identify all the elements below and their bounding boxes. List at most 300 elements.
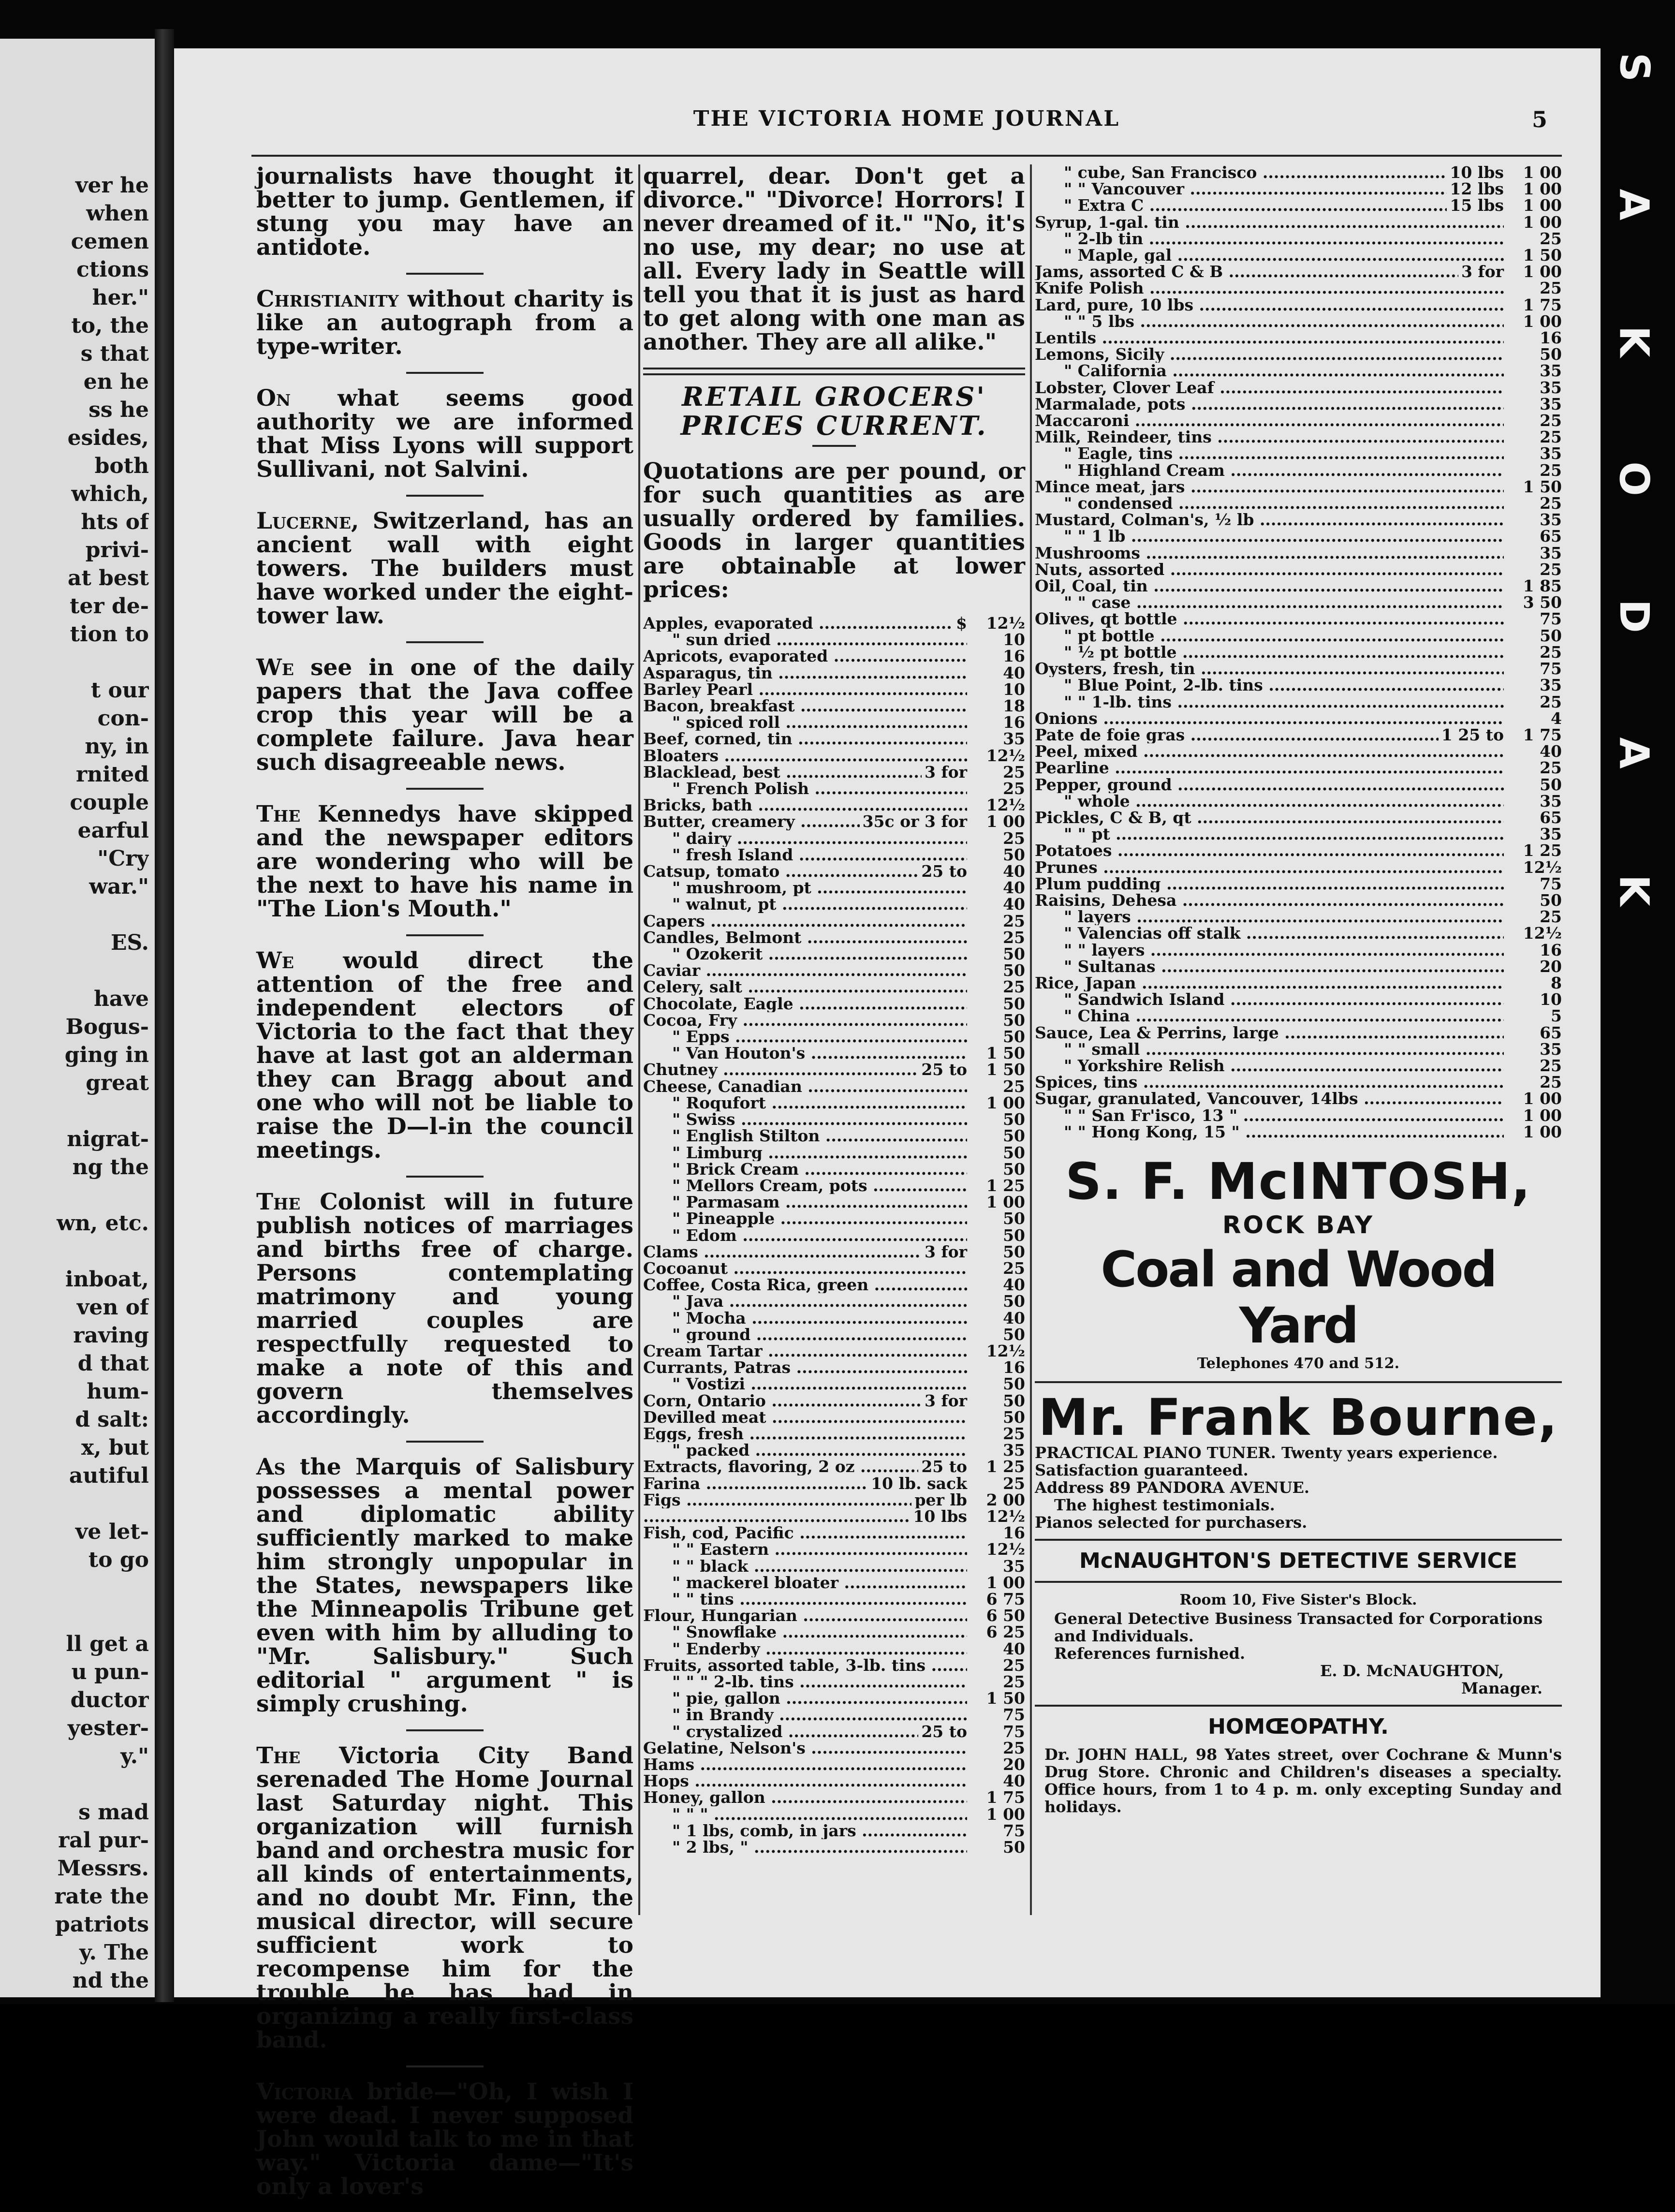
left-page-line: [4, 1770, 149, 1799]
price-value: 1 00: [986, 1806, 1025, 1823]
price-item: " fresh Island .....: [643, 847, 967, 863]
masthead-title: THE VICTORIA HOME JOURNAL: [693, 106, 1120, 131]
price-row: [643, 797, 1025, 813]
price-row: [1035, 1025, 1562, 1041]
price-row: [1035, 479, 1562, 495]
price-value: 40: [1003, 863, 1025, 880]
price-row: [1035, 859, 1562, 876]
separator-rule: [406, 495, 484, 497]
price-item: Apricots, evaporated .....: [643, 648, 967, 664]
price-row: [643, 1558, 1025, 1575]
left-page-line: s mad: [78, 1800, 149, 1825]
film-letter: D: [1610, 599, 1658, 633]
price-row: [643, 1393, 1025, 1409]
price-value: 50: [1003, 1144, 1025, 1161]
price-item: " " Eastern .....: [643, 1541, 967, 1558]
price-row: [643, 962, 1025, 979]
film-letter: S: [1611, 52, 1658, 82]
newspaper-page: [174, 48, 1601, 2200]
price-item: " sun dried .....: [643, 632, 967, 648]
price-item: Pearline .....: [1035, 760, 1504, 776]
price-row: [643, 1475, 1025, 1492]
ad-detective-room: Room 10, Five Sister's Block.: [1179, 1591, 1417, 1608]
price-row: [1035, 594, 1562, 611]
left-page-line: tion to: [70, 622, 149, 647]
price-item: " Brick Cream .....: [643, 1161, 967, 1178]
price-row: [1035, 429, 1562, 445]
double-rule: [643, 368, 1025, 375]
left-page-line: Messrs.: [57, 1856, 149, 1881]
price-row: [1035, 991, 1562, 1008]
price-item: " walnut, pt .....: [643, 896, 967, 913]
price-value: 25: [1003, 1078, 1025, 1095]
price-value: 50: [1540, 627, 1562, 644]
ad-detective-title: Manager.: [1461, 1679, 1543, 1697]
price-value: 25: [1003, 1260, 1025, 1277]
price-item: " " pt .....: [1035, 826, 1504, 842]
price-row: [1035, 628, 1562, 644]
price-item: Sugar, granulated, Vancouver, 14lbs .....: [1035, 1091, 1504, 1107]
left-page-line: ging in: [64, 1043, 149, 1067]
paragraph: We see in one of the daily papers that the Java coffee crop this year will be a complete failure. Java hear such disagreeable news.: [256, 654, 633, 776]
page-number: 5: [1531, 106, 1547, 133]
price-item: " Maple, gal .....: [1035, 247, 1504, 264]
left-page-line: ctions: [76, 257, 149, 282]
price-qualifier: 25 to: [921, 1459, 967, 1475]
price-value: 6 25: [986, 1624, 1025, 1641]
price-qualifier: 3 for: [924, 1392, 967, 1409]
price-item: " " Vancouver .....: [1035, 181, 1447, 197]
film-letter: K: [1611, 874, 1658, 906]
paragraph: We would direct the attention of the free and independent electors of Victoria to the fact that they have at last got an alderman they can Bragg about and one who will not be liable to raise the D—l-in the council meetings.: [256, 947, 633, 1164]
price-value: 25: [1540, 760, 1562, 777]
price-row: [1035, 247, 1562, 264]
left-page-line: ss he: [88, 398, 149, 422]
price-row: [643, 1756, 1025, 1773]
price-item: " Valencias off stalk .....: [1035, 925, 1504, 942]
left-page-line: to, the: [71, 313, 149, 338]
price-row: [1035, 264, 1562, 280]
left-page-line: nd the: [72, 1968, 149, 1993]
price-value: 35: [1540, 445, 1562, 462]
left-page-line: [4, 1097, 149, 1125]
price-item: Prunes .....: [1035, 859, 1504, 876]
price-value: 35: [1540, 545, 1562, 561]
price-item: " " layers .....: [1035, 942, 1504, 959]
price-value: 12½: [1523, 925, 1562, 942]
ad-rule: [1035, 1539, 1562, 1541]
price-item: Beef, corned, tin .....: [643, 731, 967, 747]
price-item: " ground .....: [643, 1327, 967, 1343]
price-row: [643, 1442, 1025, 1459]
price-value: 35: [1540, 1041, 1562, 1058]
price-value: 8: [1551, 974, 1562, 992]
left-page-line: [4, 1602, 149, 1630]
separator-rule: [406, 1441, 484, 1443]
price-value: 50: [1003, 1161, 1025, 1178]
price-item: " Mellors Cream, pots .....: [643, 1178, 967, 1194]
price-row: [643, 1029, 1025, 1045]
price-value: 1 00: [986, 1194, 1025, 1211]
paragraph: On what seems good authority we are informed that Miss Lyons will support Sullivani, not Salvini.: [256, 385, 633, 483]
price-value: 40: [1003, 664, 1025, 681]
price-value: 25: [1540, 693, 1562, 710]
price-row: [643, 1078, 1025, 1095]
price-row: [643, 1541, 1025, 1558]
price-value: 6 75: [986, 1591, 1025, 1608]
price-row: [1035, 661, 1562, 677]
left-page-line: [4, 901, 149, 929]
price-value: 25: [1540, 280, 1562, 297]
price-item: Currants, Patras .....: [643, 1359, 967, 1376]
price-value: 25: [1003, 1425, 1025, 1443]
left-page-line: patriots: [55, 1912, 149, 1937]
ad-detective-references: References furnished.: [1054, 1644, 1246, 1663]
price-item: Blacklead, best .....: [643, 764, 922, 781]
price-qualifier: 25 to: [921, 1723, 967, 1740]
left-page-line: which,: [71, 482, 149, 506]
price-item: " Highland Cream .....: [1035, 462, 1504, 479]
price-item: Barley Pearl .....: [643, 681, 967, 698]
column-rule: [638, 164, 640, 1915]
left-page-line: ny, in: [85, 734, 149, 759]
price-value: 65: [1540, 809, 1562, 826]
price-value: 20: [1003, 1756, 1025, 1773]
price-item: Oil, Coal, tin .....: [1035, 578, 1504, 594]
price-item: " Sandwich Island .....: [1035, 991, 1504, 1008]
price-row: [643, 896, 1025, 913]
price-item: " spiced roll .....: [643, 714, 967, 731]
price-row: [643, 632, 1025, 648]
price-value: 12½: [986, 1342, 1025, 1360]
price-row: [1035, 330, 1562, 346]
price-item: Devilled meat .....: [643, 1409, 967, 1426]
price-value: 65: [1540, 528, 1562, 545]
left-page-fragment: [0, 39, 155, 1997]
price-row: [1035, 959, 1562, 975]
price-value: 75: [1003, 1723, 1025, 1740]
price-item: Clams .....: [643, 1244, 922, 1260]
price-value: 25: [1540, 561, 1562, 578]
price-row: [1035, 826, 1562, 842]
price-row: [643, 1359, 1025, 1376]
price-row: [1035, 760, 1562, 776]
column-3: [1035, 164, 1562, 1815]
left-page-line: [4, 957, 149, 985]
ad-detective-name: McNAUGHTON'S DETECTIVE SERVICE: [1079, 1548, 1517, 1573]
price-row: [643, 1525, 1025, 1541]
ad-homoeopathy-text: Dr. JOHN HALL, 98 Yates street, over Cochrane & Munn's Drug Store. Chronic and Children's diseases a specialty. Office hours, from 1 to 4 p. m. only excepting Sunday and holidays.: [1044, 1745, 1562, 1816]
price-value: 5: [1551, 1008, 1562, 1025]
price-value: 1 50: [986, 1690, 1025, 1707]
column-1: [256, 164, 633, 2212]
price-value: 3 50: [1523, 594, 1562, 611]
price-item: " Mocha .....: [643, 1310, 967, 1327]
price-qualifier: 10 lbs: [1450, 164, 1504, 181]
price-value: 1 50: [986, 1045, 1025, 1062]
price-value: 16: [1540, 942, 1562, 959]
price-value: 35: [1540, 512, 1562, 529]
price-row: [643, 1277, 1025, 1293]
price-value: 25: [1003, 830, 1025, 847]
price-row: [643, 1210, 1025, 1227]
ad-mcintosh-telephone: Telephones 470 and 512.: [1197, 1355, 1400, 1372]
price-qualifier: 10 lbs: [913, 1508, 967, 1525]
price-value: 1 00: [1523, 1107, 1562, 1124]
price-value: 16: [1003, 648, 1025, 665]
price-row: [1035, 396, 1562, 413]
price-row: [1035, 495, 1562, 512]
price-row: [643, 781, 1025, 797]
price-value: 1 85: [1523, 578, 1562, 595]
price-item: Peel, mixed .....: [1035, 743, 1504, 760]
price-value: 12½: [986, 747, 1025, 764]
price-item: Asparagus, tin .....: [643, 665, 967, 681]
price-row: [643, 996, 1025, 1012]
price-item: Mushrooms .....: [1035, 545, 1504, 561]
price-item: " in Brandy .....: [643, 1707, 967, 1723]
page-header: [251, 102, 1562, 157]
price-value: 25: [1540, 909, 1562, 926]
price-item: " mushroom, pt .....: [643, 880, 967, 896]
price-value: 50: [1003, 1839, 1025, 1856]
price-value: 25: [1540, 495, 1562, 512]
separator-rule: [406, 1729, 484, 1731]
price-item: " Java .....: [643, 1293, 967, 1310]
price-row: [643, 1244, 1025, 1260]
left-page-line: cemen: [71, 229, 149, 254]
price-item: " " tins .....: [643, 1591, 967, 1607]
price-item: Cocoanut .....: [643, 1260, 967, 1277]
separator-rule: [406, 2065, 484, 2067]
price-value: 25: [1540, 413, 1562, 429]
price-value: 1 50: [1523, 247, 1562, 264]
price-row: [1035, 1124, 1562, 1140]
price-item: " Limburg .....: [643, 1145, 967, 1161]
price-value: 12½: [986, 1508, 1025, 1525]
price-row: [643, 1293, 1025, 1310]
price-value: 1 00: [1523, 1123, 1562, 1140]
price-row: [643, 1194, 1025, 1210]
price-value: 50: [1003, 1376, 1025, 1393]
price-item: " " case .....: [1035, 594, 1504, 611]
price-item: Lentils .....: [1035, 330, 1504, 346]
price-row: [643, 880, 1025, 896]
paragraph: quarrel, dear. Don't get a divorce." "Divorce! Horrors! I never dreamed of it." "No, it's no use, my dear; no use at all. Every lady in Seattle will tell you that it is just as hard to get along with one man as another. They are all alike.": [643, 163, 1025, 355]
price-row: [1035, 975, 1562, 991]
price-value: 1 75: [1523, 296, 1562, 313]
left-page-line: when: [86, 201, 149, 226]
price-row: [643, 830, 1025, 847]
price-row: [643, 1310, 1025, 1327]
price-item: Maccaroni .....: [1035, 413, 1504, 429]
price-item: Cream Tartar .....: [643, 1343, 967, 1359]
price-row: [643, 1045, 1025, 1062]
left-page-line: ter de-: [70, 594, 149, 619]
price-value: 1 00: [1523, 313, 1562, 330]
price-value: 1 00: [1523, 164, 1562, 181]
price-item: Onions .....: [1035, 710, 1504, 727]
price-value: 10: [1003, 681, 1025, 698]
price-value: 16: [1003, 714, 1025, 731]
price-item: Butter, creamery .....: [643, 813, 860, 830]
price-row: [1035, 346, 1562, 363]
price-row: [643, 1823, 1025, 1839]
price-row: [1035, 231, 1562, 247]
price-row: [1035, 1058, 1562, 1074]
film-letter: A: [1610, 189, 1658, 221]
price-row: [643, 1343, 1025, 1359]
price-value: 40: [1003, 1310, 1025, 1327]
price-item: Eggs, fresh .....: [643, 1426, 967, 1442]
price-value: 50: [1003, 1128, 1025, 1145]
price-row: [643, 847, 1025, 863]
price-qualifier: 3 for: [1461, 264, 1504, 280]
price-item: " Extra C .....: [1035, 197, 1447, 214]
price-item: Mince meat, jars .....: [1035, 479, 1504, 495]
price-row: [643, 1260, 1025, 1277]
left-page-line: ll get a: [66, 1632, 149, 1656]
price-row: [1035, 445, 1562, 462]
price-qualifier: 25 to: [921, 863, 967, 880]
price-value: 50: [1003, 946, 1025, 963]
price-item: Figs .....: [643, 1492, 911, 1508]
price-value: 35: [1540, 379, 1562, 396]
price-row: [643, 1607, 1025, 1624]
price-row: [643, 813, 1025, 830]
price-value: 2 00: [986, 1491, 1025, 1508]
price-value: 25: [1003, 1674, 1025, 1691]
left-page-line: rnited: [76, 762, 149, 787]
price-row: [643, 1508, 1025, 1525]
price-row: [1035, 777, 1562, 793]
price-item: Jams, assorted C & B .....: [1035, 264, 1458, 280]
price-item: " layers .....: [1035, 909, 1504, 925]
ad-rule: [1035, 1705, 1562, 1707]
separator-rule: [406, 1176, 484, 1178]
price-row: [1035, 743, 1562, 760]
price-row: [643, 1409, 1025, 1426]
price-qualifier: $: [956, 615, 967, 632]
price-value: 75: [1003, 1822, 1025, 1840]
column-rule: [1030, 164, 1032, 1915]
price-row: [1035, 1008, 1562, 1024]
price-item: Sauce, Lea & Perrins, large .....: [1035, 1025, 1504, 1041]
price-value: 75: [1540, 611, 1562, 628]
price-row: [1035, 164, 1562, 181]
price-item: " " San Fr'isco, 13 " .....: [1035, 1107, 1504, 1124]
price-item: [643, 1508, 910, 1525]
left-page-line: have: [93, 987, 149, 1011]
left-page-line: [4, 1574, 149, 1602]
price-row: [1035, 694, 1562, 710]
price-value: 50: [1540, 776, 1562, 793]
price-item: " French Polish .....: [643, 781, 967, 797]
paragraph: Victoria bride—"Oh, I wish I were dead. I never supposed John would talk to me in that way." Victoria dame—"It's only a lover's: [256, 2079, 633, 2200]
price-list: [643, 615, 1025, 1856]
price-value: 50: [1003, 1210, 1025, 1227]
price-value: 65: [1540, 1024, 1562, 1041]
price-item: " Eagle, tins .....: [1035, 445, 1504, 462]
ad-bourne-text: PRACTICAL PIANO TUNER. Twenty years experience. Satisfaction guaranteed.: [1035, 1443, 1498, 1479]
price-qualifier: 25 to: [921, 1062, 967, 1078]
left-page-line: earful: [77, 818, 149, 843]
price-item: Honey, gallon .....: [643, 1789, 967, 1806]
price-item: " pt bottle .....: [1035, 628, 1504, 644]
price-item: " dairy .....: [643, 830, 967, 847]
left-page-line: [4, 649, 149, 677]
price-row: [643, 1459, 1025, 1475]
ad-rule: [1035, 1581, 1562, 1583]
price-value: 35: [1540, 826, 1562, 843]
price-item: Capers .....: [643, 913, 967, 929]
price-value: 25: [1003, 1475, 1025, 1492]
price-item: " 2-lb tin .....: [1035, 231, 1504, 247]
price-item: " cube, San Francisco .....: [1035, 164, 1447, 181]
separator-rule: [406, 273, 484, 275]
price-value: 40: [1003, 1277, 1025, 1294]
ad-bourne-address: Address 89 PANDORA AVENUE.: [1035, 1478, 1310, 1497]
price-row: [1035, 925, 1562, 942]
price-row: [643, 1111, 1025, 1128]
price-value: 50: [1003, 1392, 1025, 1409]
price-value: 16: [1540, 330, 1562, 347]
price-item: " Edom .....: [643, 1227, 967, 1244]
price-item: Flour, Hungarian .....: [643, 1607, 967, 1624]
left-page-line: war.": [89, 874, 149, 899]
price-row: [1035, 793, 1562, 810]
price-row: [643, 946, 1025, 962]
price-item: " ½ pt bottle .....: [1035, 644, 1504, 661]
price-item: " English Stilton .....: [643, 1128, 967, 1144]
price-row: [1035, 297, 1562, 313]
price-row: [643, 1012, 1025, 1029]
price-row: [1035, 1107, 1562, 1124]
left-page-line: her.": [92, 285, 149, 310]
price-value: 1 00: [986, 1094, 1025, 1112]
left-page-line: en he: [83, 369, 149, 394]
price-row: [1035, 512, 1562, 528]
price-value: 12½: [1523, 859, 1562, 876]
price-value: 50: [1003, 1111, 1025, 1128]
price-qualifier: 3 for: [924, 1243, 967, 1260]
price-item: Oysters, fresh, tin .....: [1035, 661, 1504, 677]
price-value: 25: [1540, 429, 1562, 446]
price-row: [1035, 876, 1562, 892]
price-item: Pepper, ground .....: [1035, 777, 1504, 793]
price-row: [643, 979, 1025, 995]
price-item: " " small .....: [1035, 1041, 1504, 1058]
price-value: 35: [1003, 731, 1025, 748]
film-edge-marking: [1601, 44, 1668, 914]
price-value: 50: [1003, 846, 1025, 864]
left-page-line: ES.: [110, 930, 149, 955]
price-value: 50: [1003, 962, 1025, 979]
advertisements: [1035, 1151, 1562, 1816]
price-value: 25: [1003, 1657, 1025, 1674]
price-value: 50: [1003, 995, 1025, 1012]
price-item: Corn, Ontario .....: [643, 1393, 922, 1409]
ad-bourne-name: Mr. Frank Bourne,: [1038, 1387, 1558, 1447]
separator-rule: [812, 445, 856, 447]
price-item: " Parmasam .....: [643, 1194, 967, 1210]
price-list-continued: [1035, 164, 1562, 1140]
price-item: Hops .....: [643, 1773, 967, 1789]
price-row: [643, 1327, 1025, 1343]
price-value: 40: [1003, 1640, 1025, 1657]
price-item: Extracts, flavoring, 2 oz .....: [643, 1459, 918, 1475]
page-gutter: [155, 29, 174, 2002]
